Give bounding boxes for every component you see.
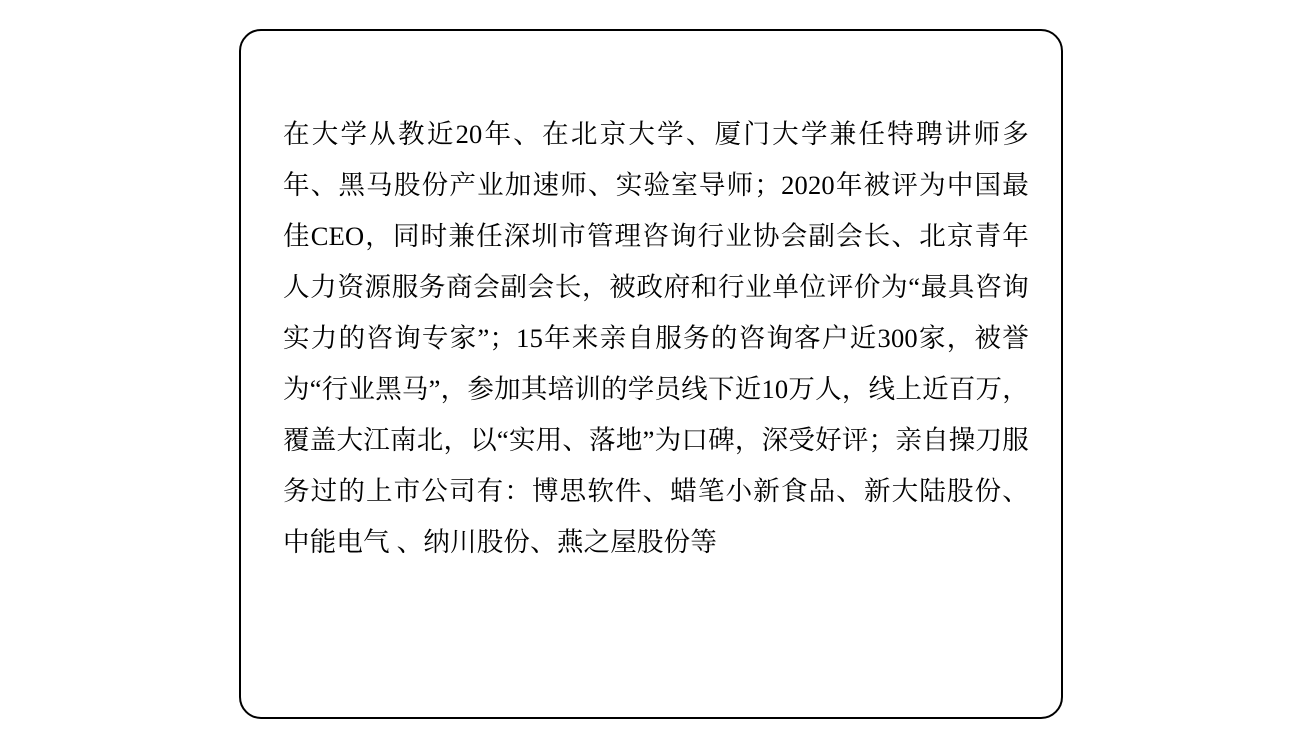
rounded-text-card	[239, 29, 1063, 719]
biography-paragraph: 在大学从教近20年、在北京大学、厦门大学兼任特聘讲师多年、黑马股份产业加速师、实验室导师；2020年被评为中国最佳CEO，同时兼任深圳市管理咨询行业协会副会长、北京青年人力资源服务商会副会长，被政府和行业单位评价为“最具咨询实力的咨询专家”；15年来亲自服务的咨询客户近300家，被誉为“行业黑马”，参加其培训的学员线下近10万人，线上近百万，覆盖大江南北，以“实用、落地”为口碑，深受好评；亲自操刀服务过的上市公司有：博思软件、蜡笔小新食品、新大陆股份、中能电气 、纳川股份、燕之屋股份等	[283, 119, 1029, 557]
card-body	[283, 109, 1029, 568]
